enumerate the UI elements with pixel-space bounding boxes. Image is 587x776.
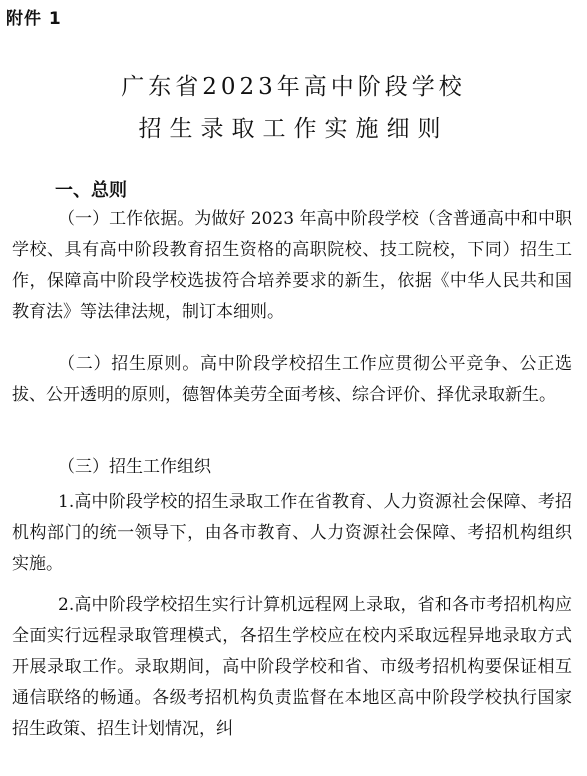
- attachment-label: 附件 1: [6, 9, 62, 29]
- document-title-line-1: 广东省2023年高中阶段学校: [121, 74, 466, 100]
- document-title-line-2: 招生录取工作实施细则: [138, 116, 449, 142]
- paragraph-item-1: 1.高中阶段学校的招生录取工作在省教育、人力资源社会保障、考招机构部门的统一领导下，由各市教育、人力资源社会保障、考招机构组织实施。: [12, 492, 572, 574]
- section-heading-general: 一、总则: [55, 180, 127, 201]
- paragraph-work-basis: （一）工作依据。为做好 2023 年高中阶段学校（含普通高中和中职学校、具有高中阶段教育招生资格的高职院校、技工院校，下同）招生工作，保障高中阶段学校选拔符合培养要求的新生，依据《中华人民共和国教育法》等法律法规，制订本细则。: [12, 209, 572, 322]
- subheading-enrollment-organization: （三）招生工作组织: [58, 457, 211, 477]
- paragraph-item-2: 2.高中阶段学校招生实行计算机远程网上录取，省和各市考招机构应全面实行远程录取管理模式，各招生学校应在校内采取远程异地录取方式开展录取工作。录取期间，高中阶段学校和省、市级考招机构要保证相互通信联络的畅通。各级考招机构负责监督在本地区高中阶段学校执行国家招生政策、招生计划情况，纠: [12, 595, 572, 739]
- paragraph-enrollment-principle: （二）招生原则。高中阶段学校招生工作应贯彻公平竞争、公正选拔、公开透明的原则，德智体美劳全面考核、综合评价、择优录取新生。: [12, 354, 572, 405]
